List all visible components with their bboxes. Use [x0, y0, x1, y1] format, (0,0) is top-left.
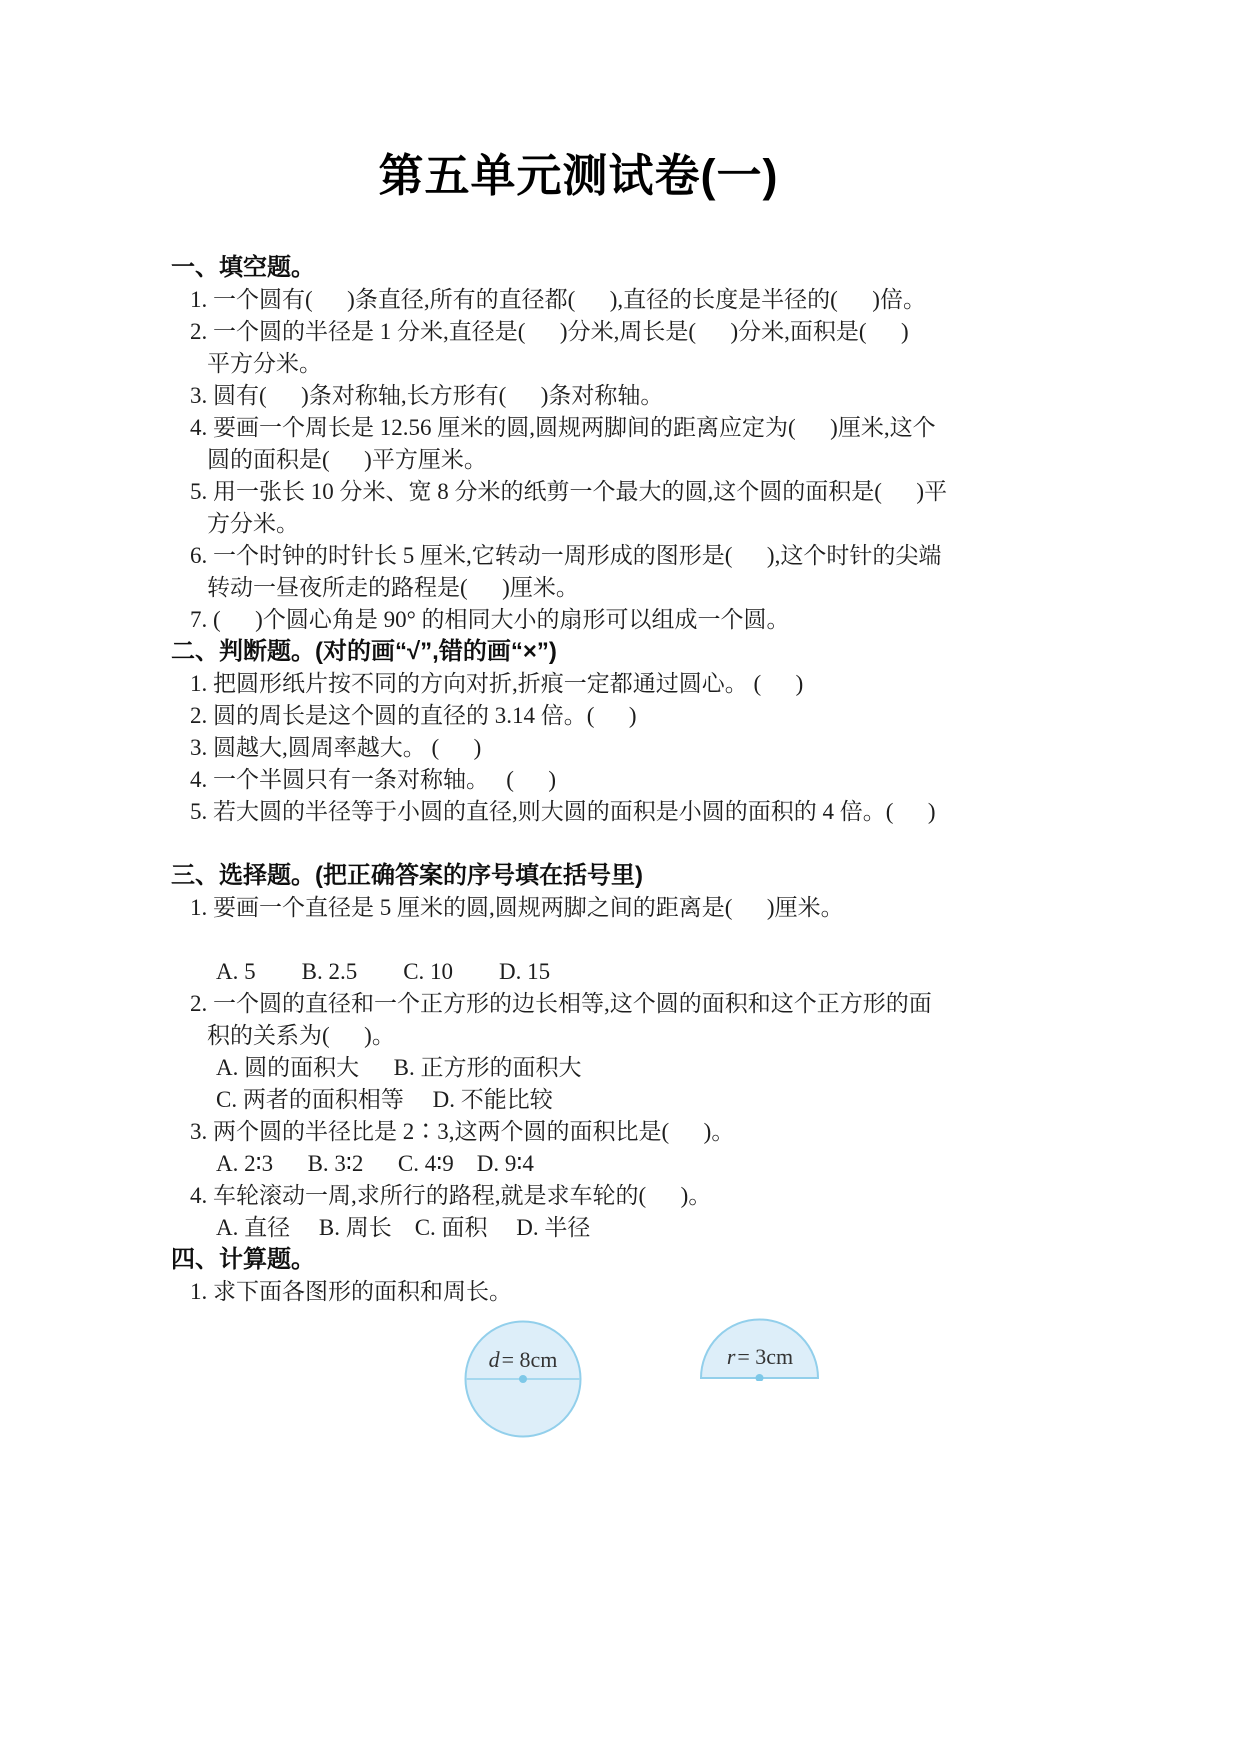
semicircle-radius-label [699, 1344, 821, 1370]
choice-q2-line2: 积的关系为( )。 [207, 1023, 395, 1048]
fill-blank-q5-line1: 5. 用一张长 10 分米、宽 8 分米的纸剪一个最大的圆,这个圆的面积是( )平 [190, 479, 948, 504]
fill-blank-q2-line1: 2. 一个圆的半径是 1 分米,直径是( )分米,周长是( )分米,面积是( ) [190, 319, 909, 344]
choice-q4-options: A. 直径 B. 周长 C. 面积 D. 半径 [216, 1215, 591, 1240]
circle-figure [464, 1320, 582, 1438]
paper-body [0, 252, 1241, 1308]
fill-blank-q4-line1: 4. 要画一个周长是 12.56 厘米的圆,圆规两脚间的距离应定为( )厘米,这个 [190, 415, 936, 440]
judge-q5: 5. 若大圆的半径等于小圆的直径,则大圆的面积是小圆的面积的 4 倍。( ) [190, 799, 936, 824]
center-dot [519, 1375, 527, 1383]
circle-diameter-label [464, 1347, 582, 1373]
judge-q2: 2. 圆的周长是这个圆的直径的 3.14 倍。( ) [190, 703, 637, 728]
fill-blank-q6-line1: 6. 一个时钟的时针长 5 厘米,它转动一周形成的图形是( ),这个时针的尖端 [190, 543, 942, 568]
choice-q1: 1. 要画一个直径是 5 厘米的圆,圆规两脚之间的距离是( )厘米。 [190, 895, 844, 920]
fill-blank-q3: 3. 圆有( )条对称轴,长方形有( )条对称轴。 [190, 383, 664, 408]
choice-q4: 4. 车轮滚动一周,求所行的路程,就是求车轮的( )。 [190, 1183, 712, 1208]
choice-q2-options-cd: C. 两者的面积相等 D. 不能比较 [216, 1087, 553, 1112]
calc-q1: 1. 求下面各图形的面积和周长。 [190, 1279, 512, 1304]
choice-q2-line1: 2. 一个圆的直径和一个正方形的边长相等,这个圆的面积和这个正方形的面 [190, 991, 932, 1016]
choice-q1-options: A. 5 B. 2.5 C. 10 D. 15 [216, 959, 551, 984]
judge-q3: 3. 圆越大,圆周率越大。 ( ) [190, 735, 482, 760]
section-3-heading: 三、选择题。(把正确答案的序号填在括号里) [171, 862, 643, 889]
fill-blank-q1: 1. 一个圆有( )条直径,所有的直径都( ),直径的长度是半径的( )倍。 [190, 287, 926, 312]
section-gap [0, 828, 1241, 860]
fill-blank-q7: 7. ( )个圆心角是 90° 的相同大小的扇形可以组成一个圆。 [190, 607, 790, 632]
choice-q3-options: A. 2∶3 B. 3∶2 C. 4∶9 D. 9∶4 [216, 1151, 534, 1176]
fill-blank-q2-line2: 平方分米。 [207, 351, 322, 376]
choice-q3: 3. 两个圆的半径比是 2∶3,这两个圆的面积比是( )。 [190, 1119, 735, 1144]
diameter-value: = 8cm [501, 1347, 558, 1372]
choice-q2-options-ab: A. 圆的面积大 B. 正方形的面积大 [216, 1055, 582, 1080]
section-1-heading: 一、填空题。 [171, 254, 315, 281]
radius-variable: r [726, 1344, 736, 1369]
page-title: 第五单元测试卷(一) [378, 150, 779, 201]
fill-blank-q4-line2: 圆的面积是( )平方厘米。 [207, 447, 487, 472]
diameter-variable: d [488, 1347, 500, 1372]
answer-gap [0, 924, 1241, 956]
circle-figure-svg [464, 1320, 582, 1438]
fill-blank-q5-line2: 方分米。 [207, 511, 299, 536]
radius-value: = 3cm [737, 1344, 794, 1369]
semicircle-figure [699, 1318, 821, 1381]
fill-blank-q6-line2: 转动一昼夜所走的路程是( )厘米。 [207, 575, 579, 600]
judge-q1: 1. 把圆形纸片按不同的方向对折,折痕一定都通过圆心。 ( ) [190, 671, 804, 696]
judge-q4: 4. 一个半圆只有一条对称轴。 ( ) [190, 767, 557, 792]
section-4-heading: 四、计算题。 [171, 1246, 315, 1273]
section-2-heading: 二、判断题。(对的画“√”,错的画“×”) [171, 638, 557, 665]
